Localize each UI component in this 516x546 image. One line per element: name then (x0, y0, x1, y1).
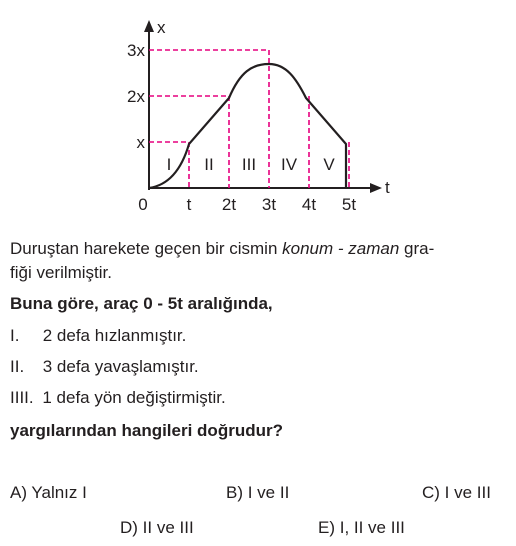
x-tick-label: 2t (221, 195, 237, 214)
option-d[interactable]: D) II ve III (120, 518, 194, 537)
statement-1 (10, 325, 186, 347)
x-tick-label: 5t (341, 195, 357, 214)
x-tick-label: t (186, 195, 192, 214)
intro-italic-term: konum - zaman (282, 239, 400, 258)
x-axis-arrow (370, 183, 382, 193)
statement-3-text: 1 defa yön değiştirmiştir. (42, 388, 226, 407)
y-tick-label: 3x (127, 41, 145, 60)
statement-2-number: II. (10, 357, 25, 376)
interval-label: III (241, 155, 257, 174)
x-tick-labels (138, 195, 356, 214)
position-time-graph (0, 0, 516, 220)
x-tick-label: 3t (261, 195, 277, 214)
x-tick-label: 4t (301, 195, 317, 214)
x-axis-label: t (385, 178, 390, 197)
statement-3-number: IIII. (10, 388, 34, 407)
interval-label: I (166, 155, 172, 174)
question-intro-line1 (10, 238, 434, 260)
question-closing: yargılarından hangileri doğrudur? (10, 421, 283, 440)
question-prompt: Buna göre, araç 0 - 5t aralığında, (10, 294, 273, 313)
y-tick-label: 2x (127, 87, 145, 106)
option-c[interactable]: C) I ve III (422, 483, 491, 502)
option-e[interactable]: E) I, II ve III (318, 518, 405, 537)
option-a[interactable]: A) Yalnız I (10, 483, 87, 502)
statement-2-text: 3 defa yavaşlamıştır. (42, 357, 199, 376)
x-tick-label: 0 (138, 195, 148, 214)
statement-1-text: 2 defa hızlanmıştır. (42, 326, 187, 345)
statement-1-number: I. (10, 326, 20, 345)
statement-3 (10, 387, 226, 409)
interval-label: IV (280, 155, 298, 174)
y-tick-label: x (136, 133, 145, 152)
y-axis-arrow (144, 20, 154, 32)
interval-labels (167, 155, 336, 174)
y-tick-labels (127, 41, 145, 152)
interval-label: II (204, 155, 214, 174)
question-intro-line2: fiği verilmiştir. (10, 263, 113, 282)
intro-text-part1: Duruştan harekete geçen bir cismin (10, 239, 283, 258)
option-b[interactable]: B) I ve II (226, 483, 290, 502)
intro-text-part2: gra- (399, 239, 435, 258)
interval-label: V (323, 155, 335, 174)
statement-2 (10, 356, 199, 378)
y-axis-label: x (157, 18, 166, 37)
